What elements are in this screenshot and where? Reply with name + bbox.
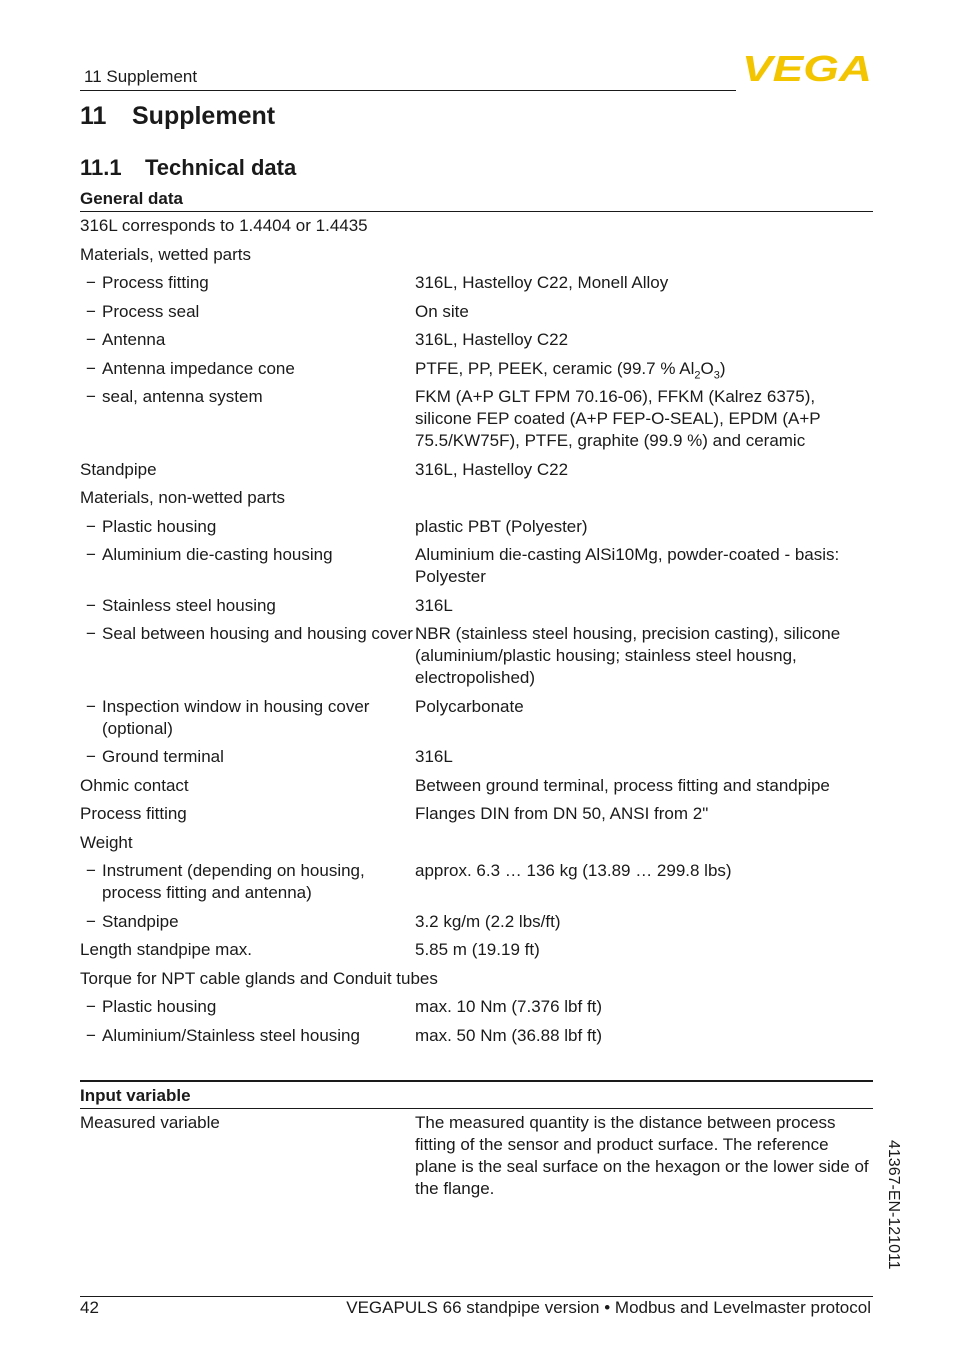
bullet-dash: −	[86, 516, 96, 536]
table-row	[80, 358, 873, 380]
row-label: Standpipe	[80, 459, 157, 479]
section-heading	[80, 155, 296, 181]
chapter-heading	[80, 102, 275, 131]
row-label-text: Seal between housing and housing cover	[102, 624, 413, 643]
row-value	[415, 358, 873, 380]
table-row	[80, 244, 873, 266]
row-label: 316L corresponds to 1.4404 or 1.4435	[80, 216, 368, 235]
bullet-dash: −	[86, 301, 96, 321]
row-value: approx. 6.3 … 136 kg (13.89 … 299.8 lbs)	[415, 861, 732, 880]
row-label-text: Aluminium die-casting housing	[102, 545, 333, 564]
table-row	[80, 775, 873, 797]
row-value: plastic PBT (Polyester)	[415, 516, 588, 536]
row-label-text: Ground terminal	[102, 747, 224, 766]
row-label	[80, 911, 415, 933]
value-text: PTFE, PP, PEEK, ceramic (99.7 % Al	[415, 358, 695, 378]
row-value	[415, 215, 873, 237]
row-label	[80, 696, 415, 740]
row-value: 316L	[415, 595, 453, 615]
row-label	[80, 329, 415, 351]
footer-doc-title: VEGAPULS 66 standpipe version • Modbus and Levelmaster protocol	[346, 1298, 871, 1317]
row-value: 316L	[415, 747, 453, 766]
vega-logo	[741, 52, 873, 84]
bullet-dash: −	[86, 595, 96, 615]
table-row	[80, 746, 873, 768]
row-value	[415, 487, 873, 509]
chapter-title: Supplement	[132, 102, 276, 130]
row-label-text: seal, antenna system	[102, 387, 263, 406]
table-row	[80, 939, 873, 961]
table-row	[80, 386, 873, 452]
footer-rule	[80, 1296, 873, 1297]
bullet-dash: −	[86, 330, 96, 349]
row-value: max. 50 Nm (36.88 lbf ft)	[415, 1025, 603, 1045]
general-data-table	[80, 212, 873, 1047]
row-label	[80, 996, 415, 1018]
table-row	[80, 272, 873, 294]
table-row	[80, 516, 873, 538]
header-rule	[80, 90, 736, 91]
bullet-dash: −	[86, 747, 96, 766]
row-label: Measured variable	[80, 1113, 220, 1132]
row-label-text: Instrument (depending on housing, process fitting and antenna)	[102, 861, 365, 902]
row-label-text: Antenna	[102, 330, 166, 349]
row-value: FKM (A+P GLT FPM 70.16-06), FFKM (Kalrez 6375), silicone FEP coated (A+P FEP-O-SEAL), EPDM (A+P 75.5/KW75F), PTFE, graphite (99.9 %) and ceramic	[415, 387, 821, 450]
row-label-text: Aluminium/Stainless steel housing	[102, 1025, 360, 1045]
value-text: )	[719, 358, 726, 378]
bullet-dash: −	[86, 861, 96, 880]
row-label-text: Process fitting	[102, 273, 209, 292]
general-data-title: General data	[80, 189, 183, 208]
row-label: Process fitting	[80, 804, 187, 823]
row-label	[80, 301, 415, 323]
row-label: Materials, wetted parts	[80, 244, 252, 264]
row-label-text: Plastic housing	[102, 997, 217, 1016]
row-label	[80, 544, 415, 588]
row-label	[80, 746, 415, 768]
row-value: 5.85 m (19.19 ft)	[415, 940, 540, 959]
row-value: Between ground terminal, process fitting and standpipe	[415, 775, 830, 795]
input-variable-table	[80, 1109, 873, 1200]
table-row	[80, 487, 873, 509]
section-top-rule	[80, 1080, 873, 1082]
row-label-text: Stainless steel housing	[102, 595, 276, 615]
bullet-dash: −	[86, 696, 96, 716]
row-value: The measured quantity is the distance between process fitting of the sensor and product surface. The reference plane is the seal surface on the hexagon or the lower side of the flange.	[415, 1113, 869, 1198]
subscript: 2	[694, 368, 701, 381]
table-row	[80, 459, 873, 481]
row-value: Flanges DIN from DN 50, ANSI from 2"	[415, 804, 709, 823]
row-label-text: Plastic housing	[102, 516, 217, 536]
running-header: 11 Supplement	[84, 67, 198, 86]
table-row	[80, 215, 873, 237]
row-label-text: Inspection window in housing cover (optional)	[102, 696, 370, 738]
row-label	[80, 272, 415, 294]
bullet-dash: −	[86, 997, 96, 1016]
chapter-number: 11	[80, 102, 107, 130]
table-row	[80, 968, 873, 990]
page-number: 42	[80, 1298, 99, 1317]
table-row	[80, 1025, 873, 1047]
svg-text:VEGA: VEGA	[742, 52, 872, 84]
row-label: Ohmic contact	[80, 775, 189, 795]
row-label	[80, 358, 415, 380]
row-value: NBR (stainless steel housing, precision casting), silicone (aluminium/plastic housing; stainless steel housng, electropolished)	[415, 624, 841, 687]
subscript: 3	[713, 368, 720, 381]
row-value: 316L, Hastelloy C22	[415, 330, 569, 349]
document-code: 41367-EN-121011	[885, 1140, 902, 1270]
input-variable-title: Input variable	[80, 1086, 191, 1105]
bullet-dash: −	[86, 387, 96, 406]
row-value: 316L, Hastelloy C22, Monell Alloy	[415, 273, 669, 292]
row-label	[80, 860, 415, 904]
table-row	[80, 860, 873, 904]
row-label: Length standpipe max.	[80, 940, 253, 959]
row-label-text: Standpipe	[102, 911, 179, 931]
value-text: O	[700, 358, 714, 378]
row-label-text: Antenna impedance cone	[102, 358, 295, 378]
row-value: Polycarbonate	[415, 696, 524, 716]
table-row	[80, 544, 873, 588]
table-row	[80, 595, 873, 617]
row-value: 316L, Hastelloy C22	[415, 459, 569, 479]
row-value	[415, 832, 873, 854]
table-row	[80, 301, 873, 323]
row-label	[80, 595, 415, 617]
bullet-dash: −	[86, 358, 96, 378]
input-variable-section	[80, 1080, 873, 1207]
table-row	[80, 1112, 873, 1200]
row-label: Torque for NPT cable glands and Conduit tubes	[80, 968, 438, 988]
row-label-text: Process seal	[102, 301, 200, 321]
row-label: Materials, non-wetted parts	[80, 488, 286, 507]
row-value	[415, 244, 873, 266]
section-title: Technical data	[145, 155, 297, 180]
bullet-dash: −	[86, 911, 96, 931]
table-row	[80, 696, 873, 740]
row-value: On site	[415, 301, 469, 321]
bullet-dash: −	[86, 545, 96, 564]
row-value: max. 10 Nm (7.376 lbf ft)	[415, 997, 603, 1016]
section-number: 11.1	[80, 155, 122, 180]
table-row	[80, 911, 873, 933]
row-label	[80, 1025, 415, 1047]
row-label: Weight	[80, 832, 133, 852]
bullet-dash: −	[86, 273, 96, 292]
row-label	[80, 623, 415, 689]
row-label	[80, 386, 415, 452]
table-row	[80, 329, 873, 351]
row-value: 3.2 kg/m (2.2 lbs/ft)	[415, 911, 561, 931]
bullet-dash: −	[86, 1025, 96, 1045]
row-label	[80, 516, 415, 538]
table-row	[80, 623, 873, 689]
general-data-section	[80, 189, 873, 1053]
table-row	[80, 803, 873, 825]
row-value: Aluminium die-casting AlSi10Mg, powder-coated - basis: Polyester	[415, 545, 840, 586]
table-row	[80, 996, 873, 1018]
bullet-dash: −	[86, 624, 96, 643]
table-row	[80, 832, 873, 854]
